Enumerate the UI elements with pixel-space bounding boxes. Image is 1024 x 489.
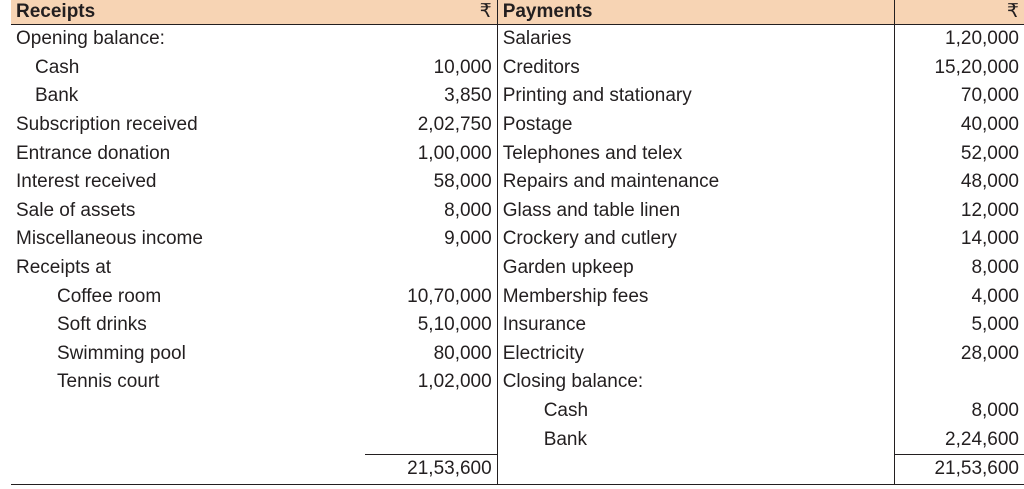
ledger-row (11, 425, 1024, 454)
receipt-amount: 10,000 (365, 54, 497, 83)
payment-amount: 28,000 (960, 342, 1019, 364)
payment-label: Closing balance: (497, 368, 894, 397)
receipt-amount: 1,02,000 (365, 368, 497, 397)
ledger-row (11, 254, 1024, 283)
receipt-label: Coffee room (57, 285, 162, 307)
payment-amount: 1,20,000 (945, 28, 1019, 50)
payment-label: Electricity (497, 340, 894, 369)
payments-total: 21,53,600 (894, 454, 1024, 484)
totals-row (11, 454, 1024, 484)
payment-amount: 15,20,000 (934, 56, 1019, 78)
receipts-payments-table (11, 0, 1024, 485)
receipt-amount: 2,02,750 (365, 111, 497, 140)
payment-label: Cash (497, 397, 894, 426)
receipt-label: Sale of assets (16, 199, 136, 221)
payment-label: Creditors (497, 54, 894, 83)
payment-label: Postage (497, 111, 894, 140)
ledger-row (11, 82, 1024, 111)
receipt-label: Bank (35, 85, 79, 107)
ledger-row (11, 340, 1024, 369)
payment-label: Bank (497, 425, 894, 454)
payment-label: Repairs and maintenance (497, 168, 894, 197)
ledger-row (11, 111, 1024, 140)
receipts-header: Receipts (11, 0, 365, 25)
ledger-row (11, 168, 1024, 197)
receipt-amount: 80,000 (365, 340, 497, 369)
receipt-label: Interest received (16, 171, 157, 193)
receipt-amount (365, 425, 497, 454)
receipt-label: Opening balance: (16, 28, 165, 50)
payment-amount: 70,000 (960, 85, 1019, 107)
ledger-row (11, 139, 1024, 168)
payment-label: Glass and table linen (497, 197, 894, 226)
payment-amount (894, 368, 1024, 397)
payment-label: Crockery and cutlery (497, 225, 894, 254)
receipt-amount (365, 254, 497, 283)
receipt-amount: 8,000 (365, 197, 497, 226)
receipt-amount: 1,00,000 (365, 139, 497, 168)
ledger-row (11, 282, 1024, 311)
payment-label: Membership fees (497, 282, 894, 311)
payment-label: Garden upkeep (497, 254, 894, 283)
payment-label: Insurance (497, 311, 894, 340)
receipt-amount: 9,000 (365, 225, 497, 254)
totals-blank-right (497, 454, 894, 484)
receipt-label: Cash (35, 56, 80, 78)
payments-header: Payments (497, 0, 894, 25)
receipt-label: Entrance donation (16, 142, 171, 164)
receipt-amount (365, 397, 497, 426)
ledger-body (11, 25, 1024, 485)
payment-amount: 8,000 (971, 257, 1019, 279)
ledger-row (11, 54, 1024, 83)
payment-label: Telephones and telex (497, 139, 894, 168)
receipt-label: Tennis court (57, 371, 160, 393)
ledger-row (11, 368, 1024, 397)
totals-blank-left (11, 454, 365, 484)
receipt-amount (365, 25, 497, 54)
payment-amount: 40,000 (960, 114, 1019, 136)
receipt-label: Subscription received (16, 114, 198, 136)
payment-amount: 12,000 (960, 199, 1019, 221)
receipt-label: Swimming pool (57, 342, 186, 364)
receipt-label (11, 397, 365, 426)
payment-amount: 8,000 (971, 400, 1019, 422)
payment-amount: 4,000 (971, 285, 1019, 307)
ledger-row (11, 225, 1024, 254)
receipt-amount: 58,000 (365, 168, 497, 197)
receipt-label: Receipts at (16, 257, 112, 279)
receipt-amount: 3,850 (365, 82, 497, 111)
ledger-row (11, 25, 1024, 54)
receipts-total: 21,53,600 (365, 454, 497, 484)
payment-amount: 5,000 (971, 314, 1019, 336)
ledger-row (11, 311, 1024, 340)
ledger-row (11, 397, 1024, 426)
payment-amount: 2,24,600 (945, 428, 1019, 450)
payments-currency-header: ₹ (894, 0, 1024, 25)
receipt-amount: 5,10,000 (365, 311, 497, 340)
receipts-currency-header: ₹ (365, 0, 497, 25)
receipt-label (11, 425, 365, 454)
payment-amount: 14,000 (960, 228, 1019, 250)
receipt-amount: 10,70,000 (365, 282, 497, 311)
payment-label: Printing and stationary (497, 82, 894, 111)
payment-amount: 48,000 (960, 171, 1019, 193)
receipt-label: Miscellaneous income (16, 228, 203, 250)
ledger-row (11, 197, 1024, 226)
payment-label: Salaries (497, 25, 894, 54)
payment-amount: 52,000 (960, 142, 1019, 164)
table-header-row (11, 0, 1024, 25)
receipt-label: Soft drinks (57, 314, 147, 336)
